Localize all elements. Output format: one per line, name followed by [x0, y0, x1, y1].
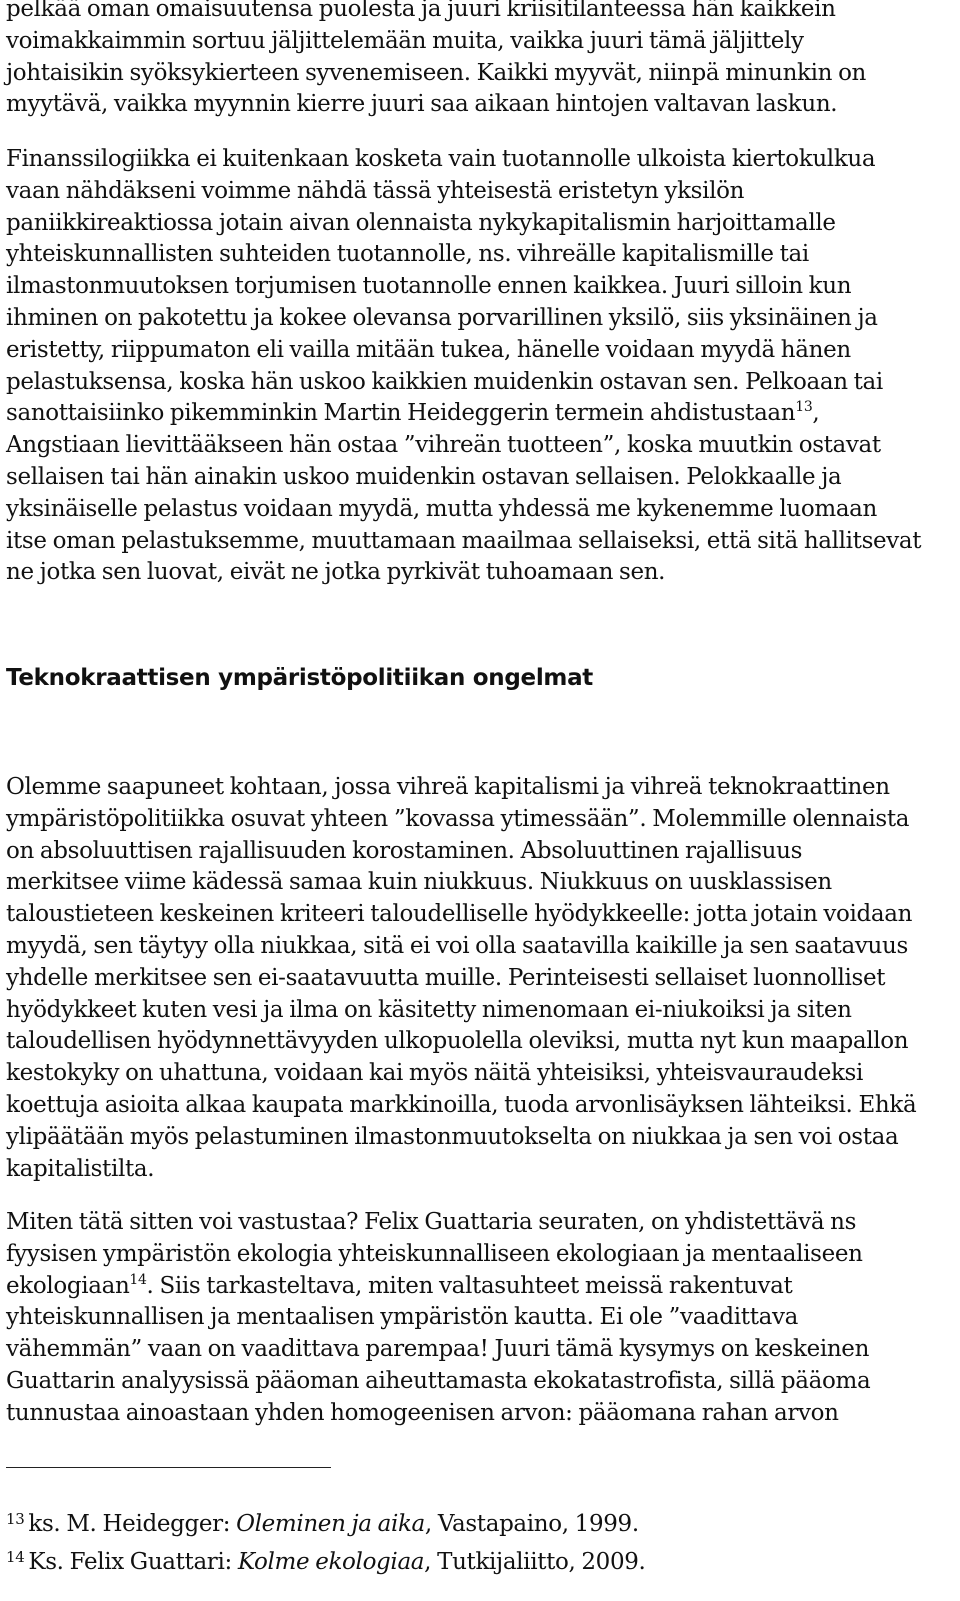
text-line: vaan nähdäkseni voimme nähdä tässä yhteisestä eristetyn yksilön: [6, 177, 745, 204]
footnote-suffix: , Tutkijaliitto, 2009.: [424, 1549, 646, 1575]
paragraph-finance-logic: [6, 144, 921, 589]
footnote-title: Oleminen ja aika: [236, 1511, 425, 1537]
section-heading: Teknokraattisen ympäristöpolitiikan ongelmat: [6, 665, 593, 691]
footnote-number: 14: [6, 1548, 25, 1566]
footnote-title: Kolme ekologiaa: [237, 1549, 425, 1575]
footnote-ref-13[interactable]: 13: [795, 399, 813, 416]
footnote-ref-14[interactable]: 14: [129, 1271, 147, 1288]
text-line: [6, 1271, 870, 1303]
footnote-prefix: Ks. Felix Guattari:: [28, 1549, 238, 1575]
text-line: [6, 398, 921, 430]
text-line: ylipäätään myös pelastuminen ilmastonmuutokselta on niukkaa ja sen voi ostaa: [6, 1123, 899, 1150]
text-line: Guattarin analyysissä pääoman aiheuttamasta ekokatastrofista, sillä pääoma: [6, 1367, 871, 1394]
text-line: paniikkireaktiossa jotain aivan olennaista nykykapitalismin harjoittamalle: [6, 209, 836, 236]
text-line: kapitalistilta.: [6, 1155, 155, 1182]
text-line: yksinäiselle pelastus voidaan myydä, mutta yhdessä me kykenemme luomaan: [6, 495, 878, 522]
text-line: hyödykkeet kuten vesi ja ilma on käsitetty nimenomaan ei-niukoiksi ja siten: [6, 996, 852, 1023]
text-line: myydä, sen täytyy olla niukkaa, sitä ei voi olla saatavilla kaikille ja sen saatavuus: [6, 932, 908, 959]
text-line: yhdelle merkitsee sen ei-saatavuutta muille. Perinteisesti sellaiset luonnolliset: [6, 964, 886, 991]
text-line: fyysisen ympäristön ekologia yhteiskunnalliseen ekologiaan ja mentaaliseen: [6, 1240, 863, 1267]
text-line: kestokyky on uhattuna, voidaan kai myös näitä yhteisiksi, yhteisvauraudeksi: [6, 1060, 864, 1087]
text-line: ilmastonmuutoksen torjumisen tuotannolle ennen kaikkea. Juuri silloin kun: [6, 273, 852, 300]
footnote-divider: [6, 1467, 331, 1468]
text-line: Olemme saapuneet kohtaan, jossa vihreä kapitalismi ja vihreä teknokraattinen: [6, 774, 890, 800]
text-line: taloustieteen keskeinen kriteeri taloudelliselle hyödykkeelle: jotta jotain voidaan: [6, 901, 913, 928]
text-line: myytävä, vaikka myynnin kierre juuri saa aikaan hintojen valtavan laskun.: [6, 91, 838, 118]
text-line: voimakkaimmin sortuu jäljittelemään muita, vaikka juuri tämä jäljittely: [6, 27, 804, 54]
line-tail: ,: [812, 400, 820, 427]
text-line: eristetty, riippumaton eli vailla mitään tukea, hänelle voidaan myydä hänen: [6, 336, 851, 363]
text-line: pelkää oman omaisuutensa puolesta ja juuri kriisitilanteessa hän kaikkein: [6, 0, 836, 22]
line-tail: . Siis tarkasteltava, miten valtasuhteet meissä rakentuvat: [146, 1272, 793, 1299]
text-line: sellaisen tai hän ainakin uskoo muidenkin ostavan sellaisen. Pelokkaalle ja: [6, 463, 842, 490]
text-line: Miten tätä sitten voi vastustaa? Felix Guattaria seuraten, on yhdistettävä ns: [6, 1209, 857, 1235]
footnote-14: [6, 1541, 646, 1579]
footnote-number: 13: [6, 1510, 25, 1528]
text-line: taloudellisen hyödynnettävyyden ulkopuolella oleviksi, mutta nyt kun maapallon: [6, 1028, 909, 1055]
text-line: itse oman pelastuksemme, muuttamaan maailmaa sellaiseksi, että sitä hallitsevat: [6, 527, 922, 554]
text-line: tunnustaa ainoastaan yhden homogeenisen arvon: pääomana rahan arvon: [6, 1399, 839, 1426]
line-text: sanottaisiinko pikemminkin Martin Heideggerin termein ahdistustaan: [6, 400, 796, 427]
footnotes: [6, 1503, 646, 1579]
paragraph-guattari: [6, 1207, 870, 1430]
line-text: ekologiaan: [6, 1272, 130, 1299]
text-line: Angstiaan lievittääkseen hän ostaa ”vihreän tuotteen”, koska muutkin ostavat: [6, 432, 881, 459]
text-line: ympäristöpolitiikka osuvat yhteen ”kovassa ytimessään”. Molemmille olennaista: [6, 805, 910, 832]
text-line: pelastuksensa, koska hän uskoo kaikkien muidenkin ostavan sen. Pelkoaan tai: [6, 368, 883, 395]
text-line: vähemmän” vaan on vaadittava parempaa! Juuri tämä kysymys on keskeinen: [6, 1336, 870, 1363]
text-line: johtaisikin syöksykierteen syvenemiseen. Kaikki myyvät, niinpä minunkin on: [6, 59, 867, 86]
footnote-prefix: ks. M. Heidegger:: [28, 1511, 237, 1537]
text-line: ihminen on pakotettu ja kokee olevansa porvarillinen yksilö, siis yksinäinen ja: [6, 304, 878, 331]
text-line: koettuja asioita alkaa kaupata markkinoilla, tuoda arvonlisäyksen lähteiksi. Ehkä: [6, 1091, 917, 1118]
footnote-13: [6, 1503, 646, 1541]
text-line: ne jotka sen luovat, eivät ne jotka pyrkivät tuhoamaan sen.: [6, 559, 666, 586]
text-line: Finanssilogiikka ei kuitenkaan kosketa vain tuotannolle ulkoista kiertokulkua: [6, 146, 876, 172]
text-line: yhteiskunnallisten suhteiden tuotannolle, ns. vihreälle kapitalismille tai: [6, 241, 809, 268]
text-line: yhteiskunnallisen ja mentaalisen ympäristön kautta. Ei ole ”vaadittava: [6, 1304, 798, 1331]
continued-paragraph: [6, 0, 866, 121]
text-line: merkitsee viime kädessä samaa kuin niukkuus. Niukkuus on uusklassisen: [6, 869, 832, 896]
text-line: on absoluuttisen rajallisuuden korostaminen. Absoluuttinen rajallisuus: [6, 837, 803, 864]
paragraph-scarcity: [6, 772, 916, 1185]
footnote-suffix: , Vastapaino, 1999.: [424, 1511, 639, 1537]
